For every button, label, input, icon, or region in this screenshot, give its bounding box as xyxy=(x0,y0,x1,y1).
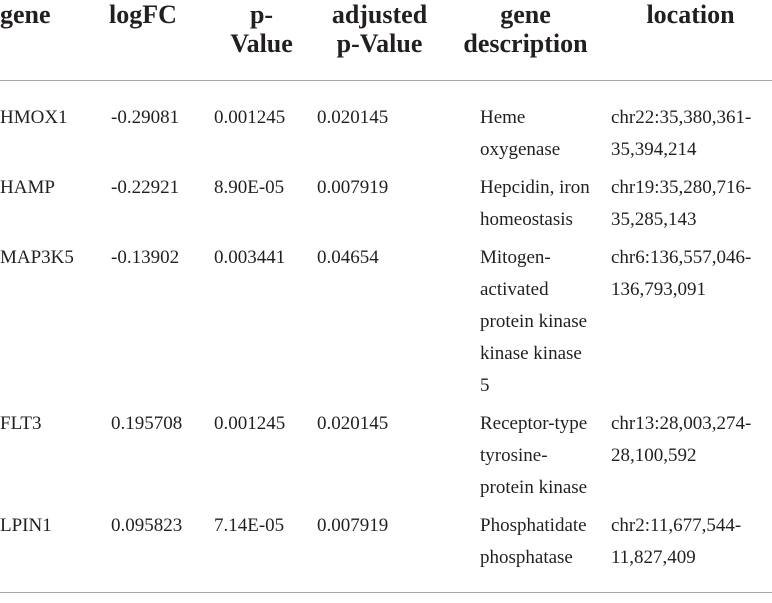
cell-gene: MAP3K5 xyxy=(0,247,74,268)
desc-line: protein kinase xyxy=(480,477,588,498)
cell-gene-description xyxy=(446,504,605,593)
header-row xyxy=(0,0,772,81)
location-line: 35,285,143 xyxy=(611,209,697,230)
cell-adjusted-pvalue: 0.020145 xyxy=(317,107,389,128)
cell-gene-description xyxy=(446,236,605,402)
header-gene-description xyxy=(446,0,605,81)
cell-pvalue: 8.90E-05 xyxy=(214,177,285,198)
cell-location xyxy=(605,504,772,593)
header-desc-line2: description xyxy=(463,29,588,58)
cell-pvalue: 0.001245 xyxy=(214,413,286,434)
table-row xyxy=(0,166,772,236)
location-line: chr2:11,677,544- xyxy=(611,515,742,536)
header-desc-line1: gene xyxy=(500,0,551,29)
location-line: chr19:35,280,716- xyxy=(611,177,752,198)
cell-gene-description xyxy=(446,81,605,167)
table-row xyxy=(0,81,772,167)
desc-line: Heme xyxy=(480,107,526,128)
cell-adjusted-pvalue: 0.007919 xyxy=(317,177,389,198)
cell-logfc: 0.195708 xyxy=(111,413,183,434)
location-line: 28,100,592 xyxy=(611,445,697,466)
header-gene xyxy=(0,0,107,81)
header-adjusted-line1: adjusted xyxy=(331,0,428,29)
cell-location xyxy=(605,236,772,402)
header-pvalue-line2: Value xyxy=(230,29,293,58)
location-line: 136,793,091 xyxy=(611,279,706,300)
cell-location xyxy=(605,81,772,167)
header-location xyxy=(605,0,772,81)
location-line: chr6:136,557,046- xyxy=(611,247,752,268)
cell-logfc: -0.13902 xyxy=(111,247,180,268)
cell-gene: HAMP xyxy=(0,177,55,198)
desc-line: Mitogen- xyxy=(480,247,551,268)
header-pvalue xyxy=(210,0,313,81)
cell-adjusted-pvalue: 0.020145 xyxy=(317,413,389,434)
cell-location xyxy=(605,402,772,504)
header-adjusted-line2: p-Value xyxy=(336,29,423,58)
cell-pvalue: 0.003441 xyxy=(214,247,286,268)
desc-line: tyrosine- xyxy=(480,445,548,466)
header-location-text: location xyxy=(646,0,735,29)
desc-line: Hepcidin, iron xyxy=(480,177,590,198)
desc-line: kinase kinase xyxy=(480,343,582,364)
cell-adjusted-pvalue: 0.04654 xyxy=(317,247,379,268)
cell-gene-description xyxy=(446,166,605,236)
desc-line: activated xyxy=(480,279,549,300)
cell-gene: FLT3 xyxy=(0,413,42,434)
table-row xyxy=(0,236,772,402)
desc-line: oxygenase xyxy=(480,139,561,160)
header-gene-text: gene xyxy=(0,0,51,29)
cell-logfc: -0.22921 xyxy=(111,177,180,198)
table-row xyxy=(0,402,772,504)
header-logfc xyxy=(107,0,210,81)
location-line: chr22:35,380,361- xyxy=(611,107,752,128)
table-body xyxy=(0,81,772,593)
cell-logfc: -0.29081 xyxy=(111,107,180,128)
cell-gene: HMOX1 xyxy=(0,107,68,128)
cell-pvalue: 7.14E-05 xyxy=(210,504,313,593)
table-row xyxy=(0,504,772,593)
desc-line: protein kinase xyxy=(480,311,588,332)
location-line: 11,827,409 xyxy=(611,547,696,568)
desc-line: phosphatase xyxy=(480,547,573,568)
cell-logfc: 0.095823 xyxy=(107,504,210,593)
cell-location xyxy=(605,166,772,236)
location-line: chr13:28,003,274- xyxy=(611,413,752,434)
desc-line: Receptor-type xyxy=(480,413,588,434)
desc-line: Phosphatidate xyxy=(480,515,587,536)
desc-line: 5 xyxy=(480,375,490,396)
header-pvalue-line1: p- xyxy=(249,0,274,29)
header-logfc-text: logFC xyxy=(109,0,177,29)
header-adjusted-pvalue xyxy=(313,0,446,81)
cell-gene-description xyxy=(446,402,605,504)
cell-pvalue: 0.001245 xyxy=(214,107,286,128)
cell-gene: LPIN1 xyxy=(0,504,107,593)
location-line: 35,394,214 xyxy=(611,139,697,160)
table-header xyxy=(0,0,772,81)
desc-line: homeostasis xyxy=(480,209,573,230)
cell-adjusted-pvalue: 0.007919 xyxy=(313,504,446,593)
